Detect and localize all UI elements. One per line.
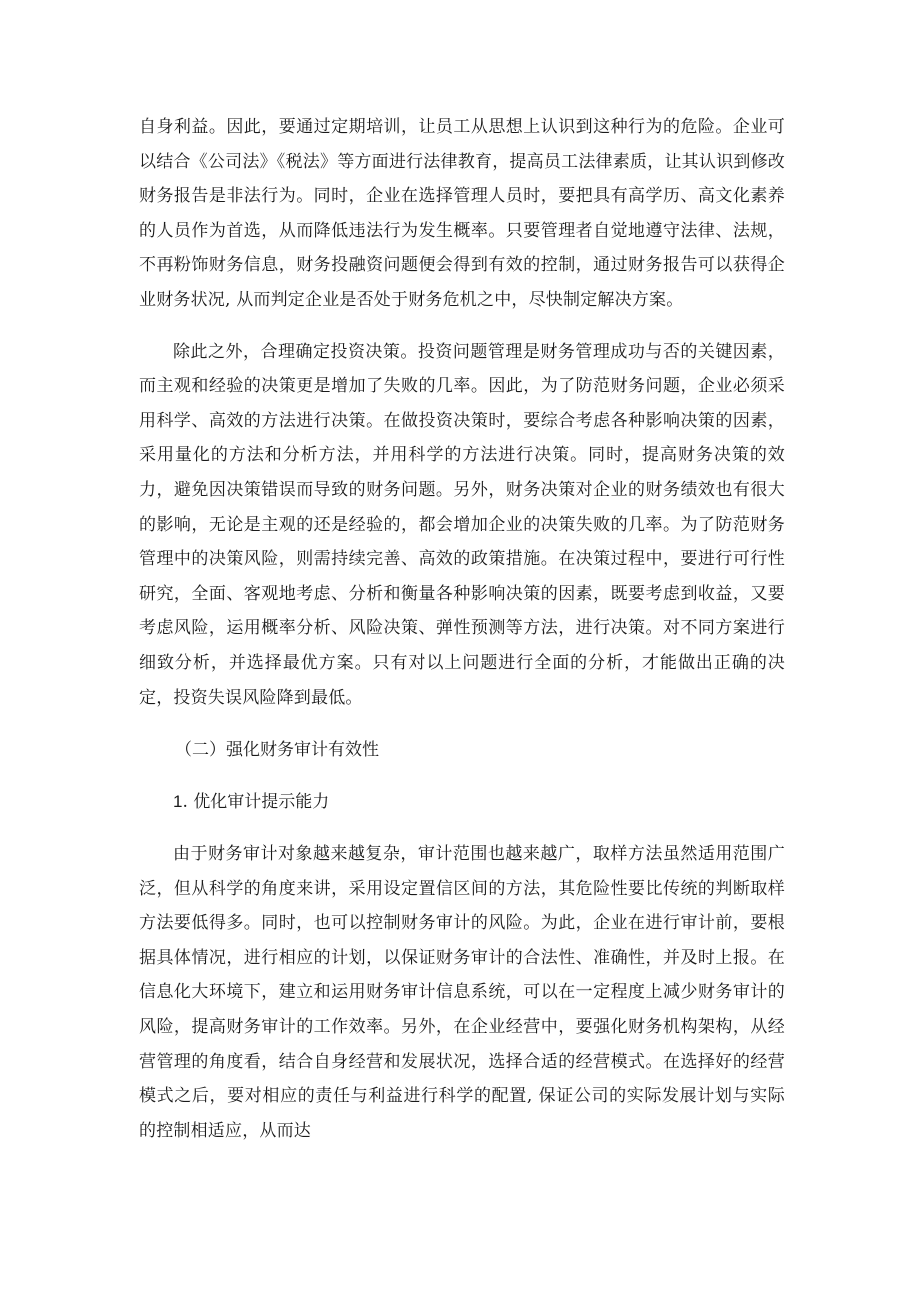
paragraph-2: 除此之外，合理确定投资决策。投资问题管理是财务管理成功与否的关键因素，而主观和经验的决策更是增加了失败的几率。因此，为了防范财务问题，企业必须采用科学、高效的方法进行决策。在做投资决策时，要综合考虑各种影响决策的因素，采用量化的方法和分析方法，并用科学的方法进行决策。同时，提高财务决策的效力，避免因决策错误而导致的财务问题。另外，财务决策对企业的财务绩效也有很大的影响，无论是主观的还是经验的，都会增加企业的决策失败的几率。为了防范财务管理中的决策风险，则需持续完善、高效的政策措施。在决策过程中，要进行可行性研究，全面、客观地考虑、分析和衡量各种影响决策的因素，既要考虑到收益，又要考虑风险，运用概率分析、风险决策、弹性预测等方法，进行决策。对不同方案进行细致分析，并选择最优方案。只有对以上问题进行全面的分析，才能做出正确的决定，投资失误风险降到最低。 [139,341,785,708]
subsection-number: 1 [173,792,183,812]
section-heading: （二）强化财务审计有效性 [175,740,379,761]
document-page [139,110,785,1148]
subsection-heading [139,785,785,819]
paragraph-1: 自身利益。因此，要通过定期培训，让员工从思想上认识到这种行为的危险。企业可以结合《公司法》《税法》等方面进行法律教育，提高员工法律素质，让其认识到修改财务报告是非法行为。同时，企业在选择管理人员时，要把具有高学历、高文化素养的人员作为首选，从而降低违法行为发生概率。只要管理者自觉地遵守法律、法规，不再粉饰财务信息，财务投融资问题便会得到有效的控制，通过财务报告可以获得企业财务状况, 从而判定企业是否处于财务危机之中，尽快制定解决方案。 [139,117,785,310]
paragraph-3: 由于财务审计对象越来越复杂，审计范围也越来越广，取样方法虽然适用范围广泛，但从科学的角度来讲，采用设定置信区间的方法，其危险性要比传统的判断取样方法要低得多。同时，也可以控制财务审计的风险。为此，企业在进行审计前，要根据具体情况，进行相应的计划，以保证财务审计的合法性、准确性，并及时上报。在信息化大环境下，建立和运用财务审计信息系统，可以在一定程度上减少财务审计的风险，提高财务审计的工作效率。另外，在企业经营中，要强化财务机构架构，从经营管理的角度看，结合自身经营和发展状况，选择合适的经营模式。在选择好的经营模式之后，要对相应的责任与利益进行科学的配置, 保证公司的实际发展计划与实际的控制相适应，从而达 [139,844,785,1141]
subsection-title: . 优化审计提示能力 [182,792,330,813]
